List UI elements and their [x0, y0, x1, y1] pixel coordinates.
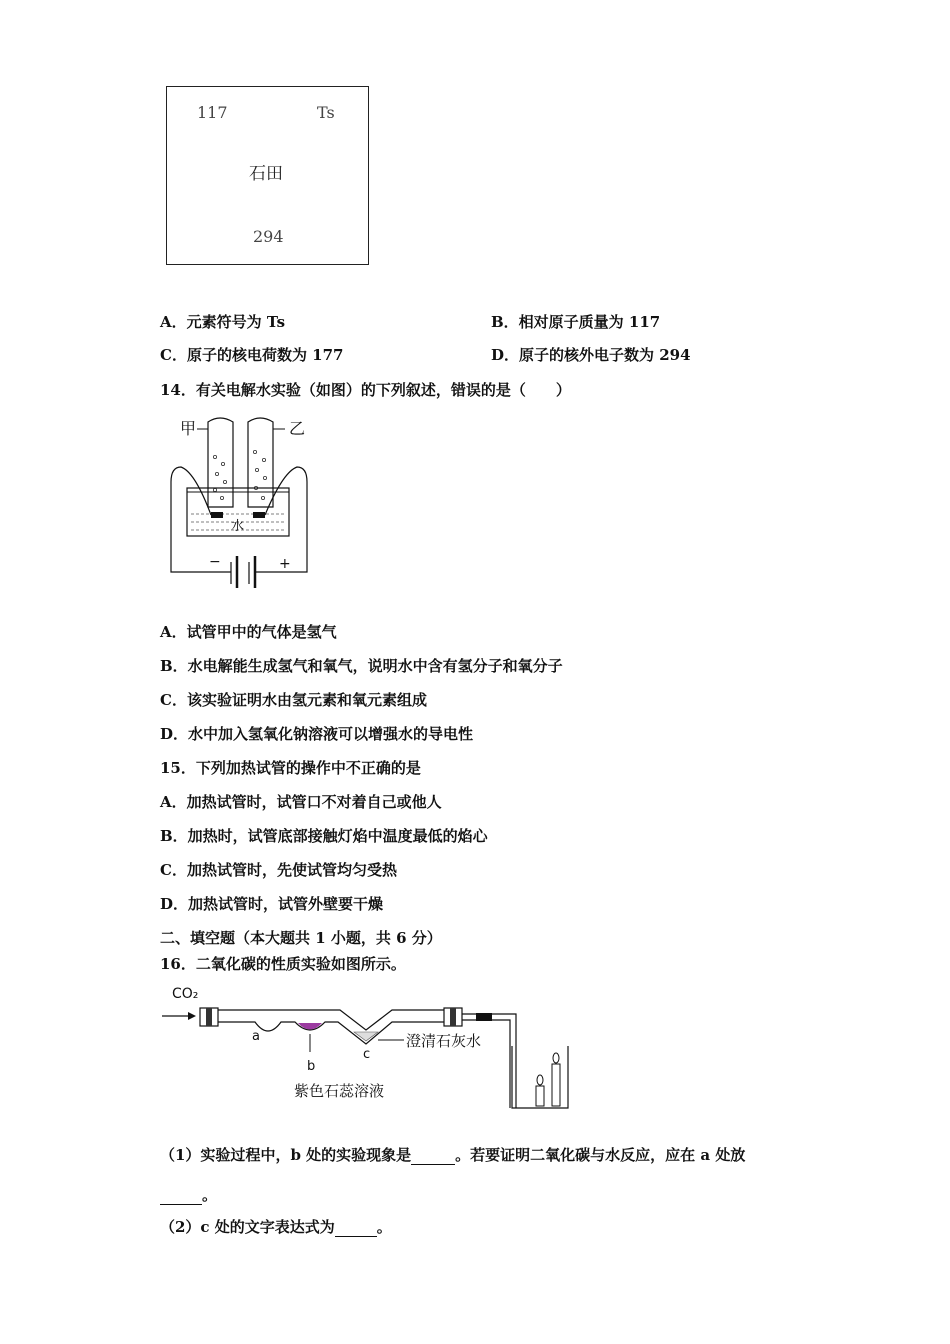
- label-minus: −: [209, 554, 221, 570]
- q14-option-d: D．水中加入氢氧化钠溶液可以增强水的导电性: [160, 725, 474, 743]
- q16-stem: 16．二氧化碳的性质实验如图所示。: [160, 955, 406, 973]
- co2-apparatus-diagram: [160, 980, 580, 1115]
- label-a: a: [252, 1029, 260, 1044]
- element-name: 石田: [249, 164, 283, 184]
- label-c: c: [363, 1047, 371, 1062]
- element-card: [166, 86, 369, 265]
- atomic-number: 117: [197, 103, 228, 122]
- label-yi: 乙: [289, 419, 306, 438]
- label-co2: CO₂: [172, 986, 199, 1002]
- q15-stem: 15．下列加热试管的操作中不正确的是: [160, 759, 421, 777]
- answer-blank-c[interactable]: [335, 1218, 377, 1237]
- element-symbol: Ts: [317, 103, 335, 122]
- q13-option-c: C．原子的核电荷数为 177: [160, 346, 344, 364]
- label-jia: 甲: [180, 419, 197, 438]
- label-litmus: 紫色石蕊溶液: [294, 1082, 385, 1100]
- label-water: 水: [231, 519, 245, 534]
- q14-option-a: A．试管甲中的气体是氢气: [160, 623, 337, 641]
- q16-part1-line1: （1）实验过程中，b 处的实验现象是 。若要证明二氧化碳与水反应，应在 a 处放: [160, 1146, 746, 1164]
- q16-part2: （2）c 处的文字表达式为 。: [160, 1218, 392, 1236]
- q14-stem: 14．有关电解水实验（如图）的下列叙述，错误的是（ ）: [160, 381, 571, 399]
- section-heading: 二、填空题（本大题共 1 小题，共 6 分）: [160, 929, 442, 947]
- electrolysis-diagram: [165, 412, 325, 598]
- q13-option-d: D．原子的核外电子数为 294: [491, 346, 691, 364]
- answer-blank-b[interactable]: [411, 1146, 455, 1165]
- label-limewater: 澄清石灰水: [406, 1032, 482, 1050]
- q14-option-c: C．该实验证明水由氢元素和氧元素组成: [160, 691, 427, 709]
- q15-option-d: D．加热试管时，试管外壁要干燥: [160, 895, 384, 913]
- answer-blank-a[interactable]: [160, 1186, 202, 1205]
- q14-option-b: B．水电解能生成氢气和氧气，说明水中含有氢分子和氧分子: [160, 657, 563, 675]
- q15-option-a: A．加热试管时，试管口不对着自己或他人: [160, 793, 442, 811]
- q16-part1-line2: 。: [160, 1184, 217, 1205]
- label-b: b: [307, 1059, 316, 1074]
- atomic-mass: 294: [253, 227, 284, 246]
- q15-option-c: C．加热试管时，先使试管均匀受热: [160, 861, 397, 879]
- q13-option-a: A．元素符号为 Ts: [160, 313, 286, 331]
- q15-option-b: B．加热时，试管底部接触灯焰中温度最低的焰心: [160, 827, 488, 845]
- q13-option-b: B．相对原子质量为 117: [491, 313, 661, 331]
- label-plus: +: [279, 556, 291, 572]
